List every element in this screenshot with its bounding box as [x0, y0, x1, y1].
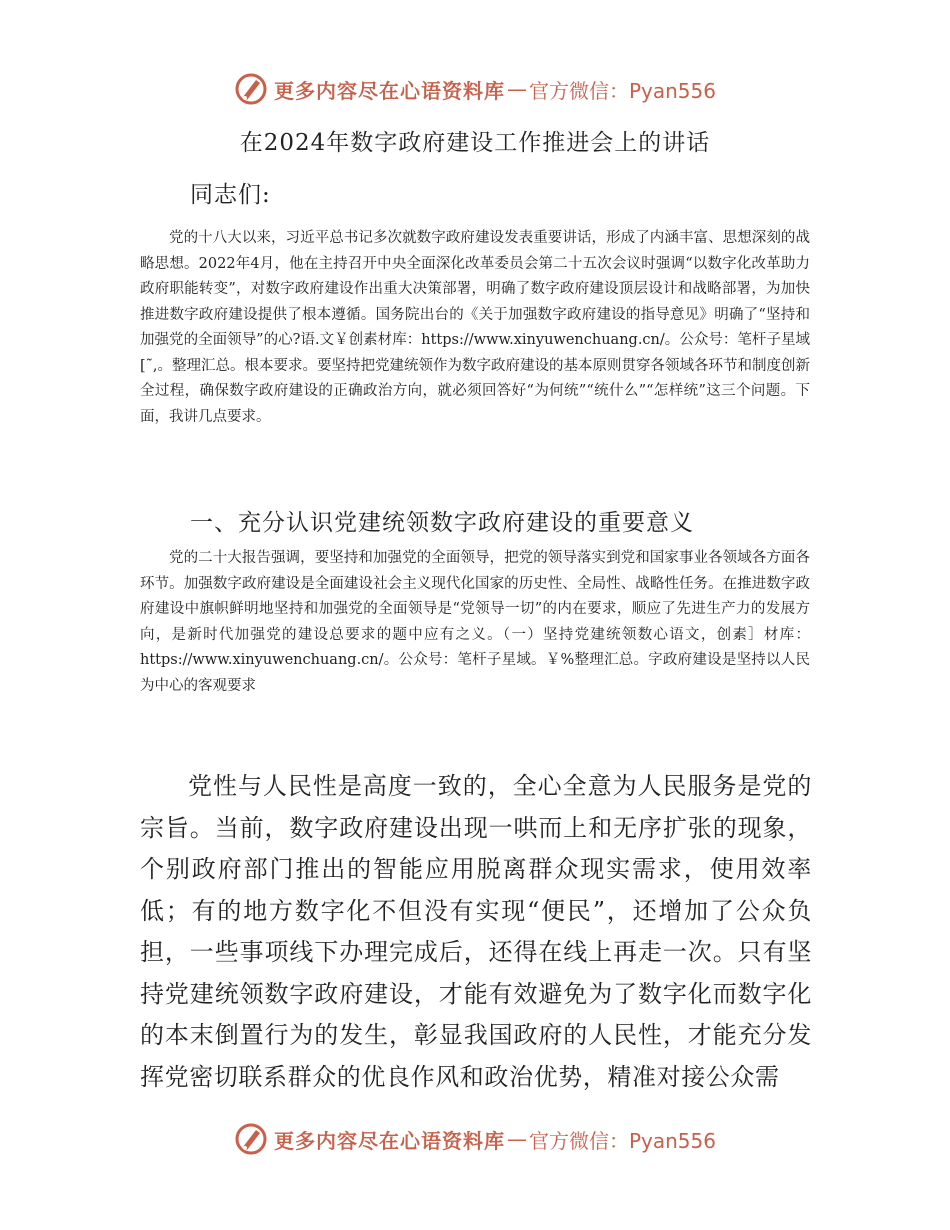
- banner-separator: —: [506, 77, 527, 101]
- banner-wechat: 官方微信：Pyan556: [528, 78, 716, 103]
- salutation: 同志们:: [190, 182, 271, 208]
- pen-logo-icon: [234, 72, 268, 106]
- banner-text: 更多内容尽在心语资料库: [273, 78, 505, 103]
- header-banner: [0, 72, 950, 106]
- document-title: 在2024年数字政府建设工作推进会上的讲话: [239, 130, 711, 156]
- banner-wechat: 官方微信：Pyan556: [528, 1128, 716, 1153]
- pen-logo-icon: [234, 1122, 268, 1156]
- paragraph-intro: 党的十八大以来，习近平总书记多次就数字政府建设发表重要讲话，形成了内涵丰富、思想深刻的战略思想。2022年4月，他在主持召开中央全面深化改革委员会第二十五次会议时强调“以数字化改革助力政府职能转变”，对数字政府建设作出重大决策部署，明确了数字政府建设顶层设计和战略部署，为加快推进数字政府建设提供了根本遵循。国务院出台的《关于加强数字政府建设的指导意见》明确了“坚持和加强党的全面领导”的心?语.文￥创素材库：https://www.xinyuwenchuang.cn/。公众号：笔杆子星域[˜,。整理汇总。根本要求。要坚持把党建统领作为数字政府建设的基本原则贯穿各领域各环节和制度创新全过程，确保数字政府建设的正确政治方向，就必须回答好“为何统”“统什么”“怎样统”这三个问题。下面，我讲几点要求。: [140, 230, 811, 425]
- paragraph-section-1: 党的二十大报告强调，要坚持和加强党的全面领导，把党的领导落实到党和国家事业各领域各方面各环节。加强数字政府建设是全面建设社会主义现代化国家的历史性、全局性、战略性任务。在推进数字政府建设中旗帜鲜明地坚持和加强党的全面领导是“党领导一切”的内在要求，顺应了先进生产力的发展方向，是新时代加强党的建设总要求的题中应有之义。（一）坚持党建统领数心语文，创素］材库：https://www.xinyuwenchuang.cn/。公众号：笔杆子星域。￥%整理汇总。字政府建设是坚持以人民为中心的客观要求: [140, 550, 810, 694]
- paragraph-large: 党性与人民性是高度一致的，全心全意为人民服务是党的宗旨。当前，数字政府建设出现一哄而上和无序扩张的现象，个别政府部门推出的智能应用脱离群众现实需求，使用效率低；有的地方数字化不但没有实现“便民”，还增加了公众负担，一些事项线下办理完成后，还得在线上再走一次。只有坚持党建统领数字政府建设，才能有效避免为了数字化而数字化的本末倒置行为的发生，彰显我国政府的人民性，才能充分发挥党密切联系群众的优良作风和政治优势，精准对接公众需: [140, 772, 812, 1091]
- footer-banner: [0, 1122, 950, 1156]
- section-heading-1: 一、充分认识党建统领数字政府建设的重要意义: [190, 510, 694, 536]
- banner-separator: —: [506, 1127, 527, 1151]
- banner-text: 更多内容尽在心语资料库: [273, 1128, 505, 1153]
